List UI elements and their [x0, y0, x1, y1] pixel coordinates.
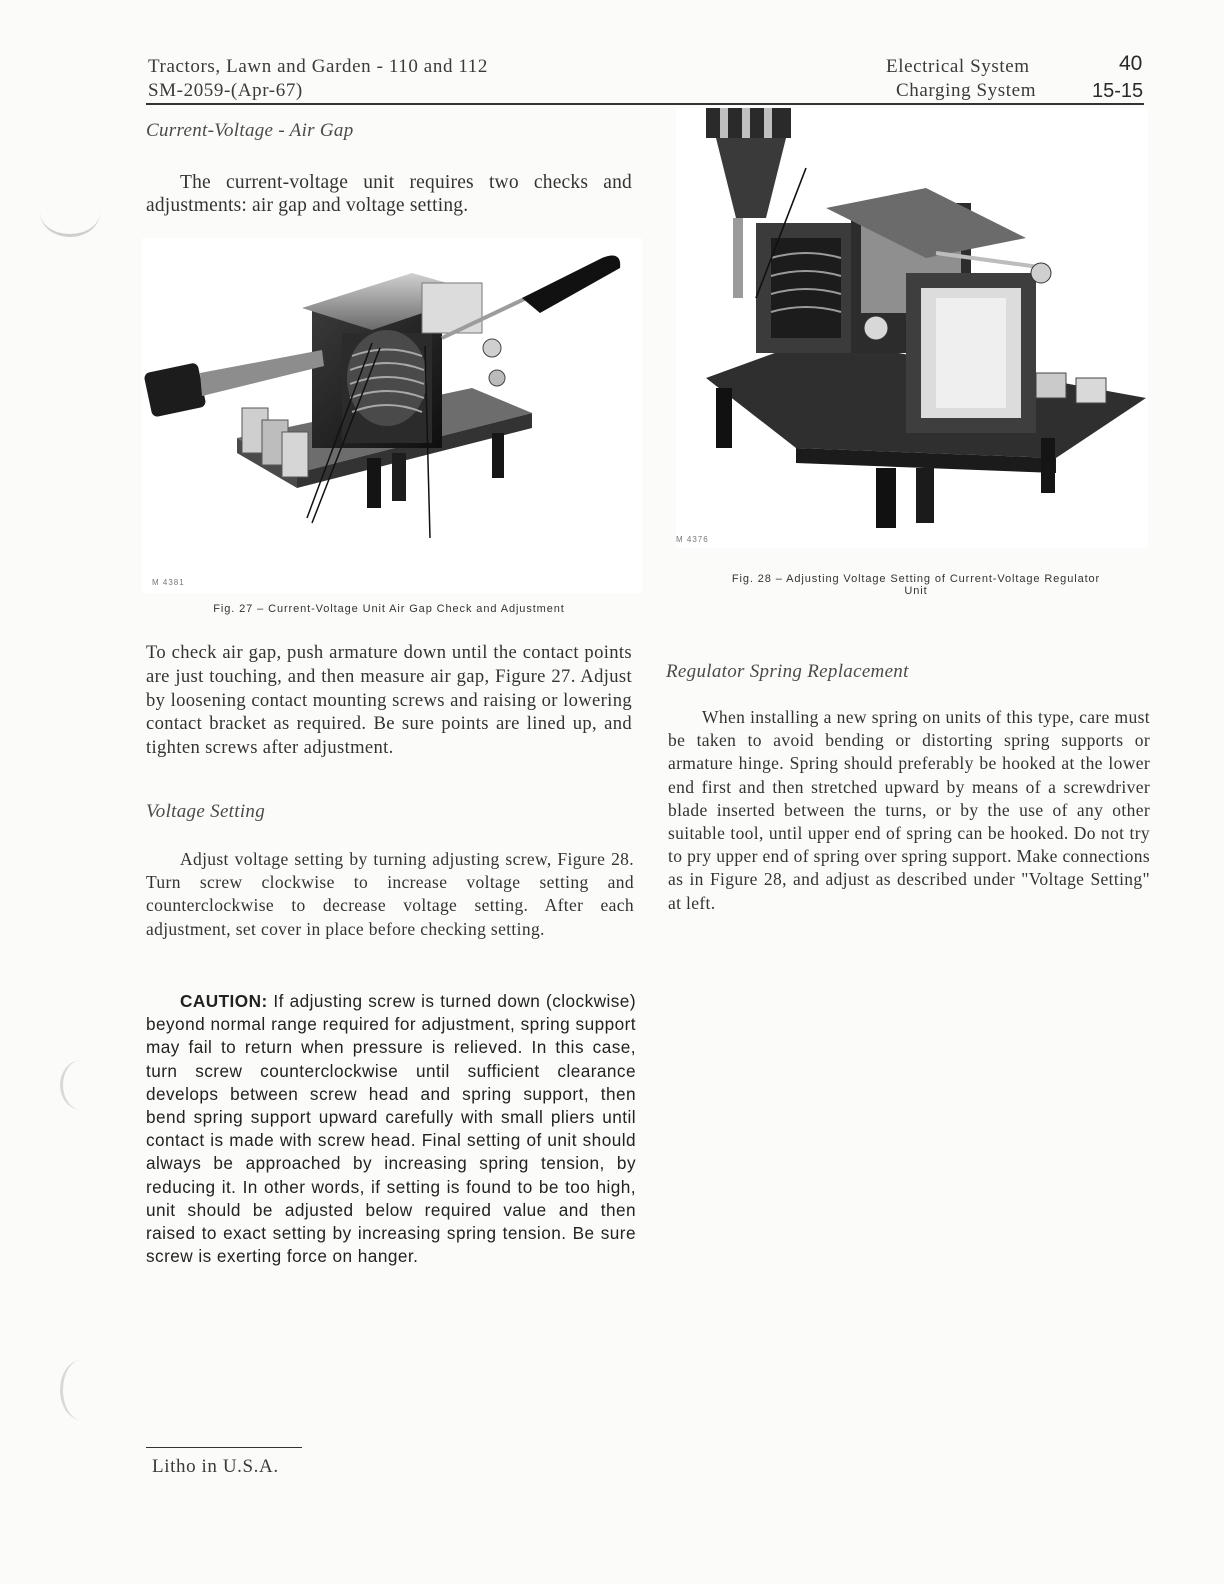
page-number: 40: [1119, 52, 1143, 75]
intro-paragraph: The current-voltage unit requires two checks and adjustments: air gap and voltage setting.: [146, 172, 632, 216]
figure-27-photo: [142, 238, 642, 593]
section-number: 15-15: [1092, 80, 1144, 102]
scan-mark: [60, 1360, 103, 1420]
voltage-adjust-illustration: [676, 108, 1148, 548]
regulator-air-gap-illustration: [142, 238, 642, 593]
header-subsystem: Charging System: [896, 80, 1037, 101]
figure-28-caption: Fig. 28 – Adjusting Voltage Setting of Current-Voltage Regulator Unit: [731, 573, 1101, 597]
header-system: Electrical System: [886, 56, 1030, 77]
spring-paragraph: When installing a new spring on units of this type, care must be taken to avoid bending or distorting spring supports or armature hinge. Spring should preferably be hooked at the lower end first and then stretched upward by means of a screwdriver blade inserted between the turns, or by the use of any other suitable tool, until upper end of spring can be hooked. Do not try to pry upper end of spring over spring support. Make connections as in Figure 28, and adjust as described under "Voltage Setting" at left.: [668, 707, 1150, 913]
caution-label: CAUTION:: [180, 991, 268, 1011]
caution-text: If adjusting screw is turned down (clockwise) beyond normal range required for adjustment, spring support may fail to return when pressure is relieved. In this case, turn screw counterclockwise until sufficient clearance develops between screw head and spring support, then bend spring support upward carefully with small pliers until contact is made with screw head. Final setting of unit should always be approached by increasing spring tension, by reducing it. In other words, if setting is found to be too high, unit should be adjusted below required value and then raised to exact setting by increasing spring tension. Be sure screw is exerting force on hanger.: [146, 991, 636, 1267]
footer-rule: [146, 1447, 302, 1448]
heading-air-gap: Current-Voltage - Air Gap: [146, 120, 354, 141]
header-doc-id: SM-2059-(Apr-67): [148, 80, 303, 101]
scan-mark: [60, 1060, 103, 1110]
litho-note: Litho in U.S.A.: [152, 1456, 279, 1477]
figure-27-caption: Fig. 27 – Current-Voltage Unit Air Gap Check and Adjustment: [213, 603, 565, 615]
header-title: Tractors, Lawn and Garden - 110 and 112: [148, 56, 488, 77]
voltage-paragraph: Adjust voltage setting by turning adjusting screw, Figure 28. Turn screw clockwise to increase voltage setting and counterclockwise to decrease voltage setting. After each adjustment, set cover in place before checking setting.: [146, 849, 634, 939]
heading-spring-replacement: Regulator Spring Replacement: [666, 661, 909, 682]
heading-voltage-setting: Voltage Setting: [146, 801, 266, 822]
figure-28-photo: [676, 108, 1148, 548]
figure-28-id: M 4376: [676, 535, 709, 544]
header-rule: [146, 103, 1144, 105]
caution-paragraph: [146, 990, 636, 1268]
air-gap-paragraph: To check air gap, push armature down until the contact points are just touching, and then measure air gap, Figure 27. Adjust by loosening contact mounting screws and raising or lowering contact bracket as required. Be sure points are lined up, and tighten screws after adjustment.: [146, 642, 632, 759]
figure-27-id: M 4381: [152, 578, 185, 587]
scan-mark: [40, 188, 100, 237]
